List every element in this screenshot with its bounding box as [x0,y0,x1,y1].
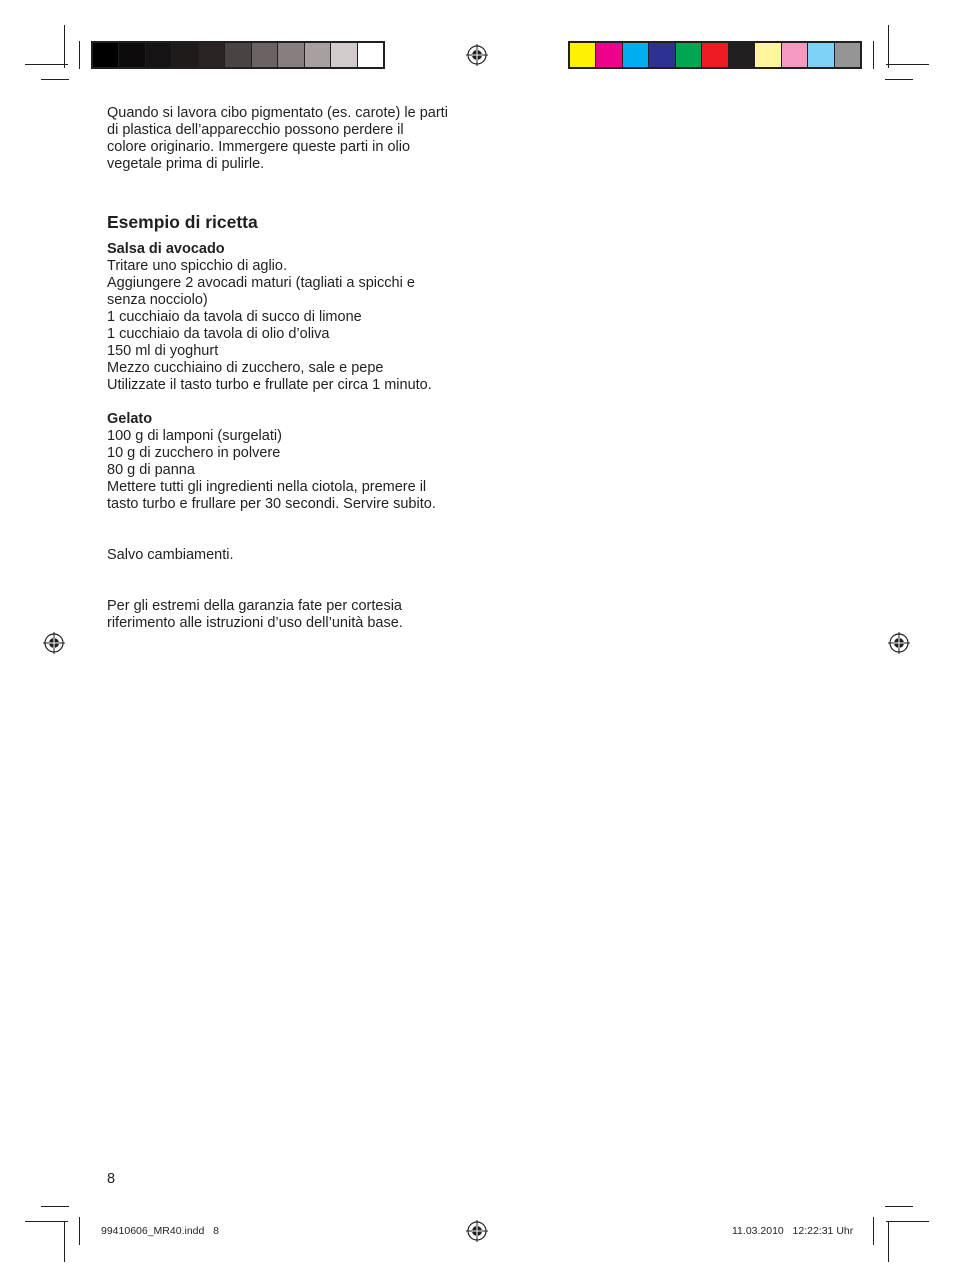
salsa-title: Salsa di avocado [107,241,225,257]
gelato-line: Mettere tutti gli ingredienti nella ciotola, premere il [107,479,427,495]
crop-mark-tr-v2 [873,41,874,69]
salsa-line: Mezzo cucchiaino di zucchero, sale e pepe [107,360,384,376]
color-swatch [835,43,860,67]
intro-line: vegetale prima di pulirle. [107,156,265,172]
recipe-heading: Esempio di ricetta [107,212,258,232]
gelato-line: 80 g di panna [107,462,195,478]
color-swatch [305,43,331,67]
crop-mark-tr-h2 [885,79,913,80]
color-swatch [782,43,808,67]
crop-mark-tl-h2 [41,79,69,80]
color-swatch [649,43,675,67]
color-swatch [172,43,198,67]
color-swatch [570,43,596,67]
grey-color-bar [91,41,385,69]
color-swatch [278,43,304,67]
color-swatch [808,43,834,67]
process-color-bar [568,41,862,69]
color-swatch [93,43,119,67]
color-swatch [199,43,225,67]
footer-filename: 99410606_MR40.indd 8 [101,1225,219,1237]
salsa-line: 150 ml di yoghurt [107,343,219,359]
warranty-note [107,598,403,632]
salsa-line: senza nocciolo) [107,292,208,308]
intro-line: colore originario. Immergere queste parti in olio [107,139,411,155]
salsa-line: Utilizzate il tasto turbo e frullate per circa 1 minuto. [107,377,432,393]
registration-mark-icon [43,632,65,654]
color-swatch [331,43,357,67]
salsa-line: 1 cucchiaio da tavola di succo di limone [107,309,362,325]
crop-mark-tr-h [886,64,929,65]
warranty-line: Per gli estremi della garanzia fate per cortesia [107,598,402,614]
salsa-line: Tritare uno spicchio di aglio. [107,258,287,274]
crop-mark-br-v2 [873,1217,874,1245]
crop-mark-tr-v [888,25,889,68]
color-swatch [146,43,172,67]
crop-mark-tl-v2 [79,41,80,69]
footer-timestamp: 11.03.2010 12:22:31 Uhr [732,1225,854,1237]
color-swatch [225,43,251,67]
registration-mark-icon [466,1220,488,1242]
crop-mark-br-h [886,1221,929,1222]
page-number: 8 [107,1171,116,1187]
crop-mark-bl-h [25,1221,68,1222]
registration-mark-icon [466,44,488,66]
salsa-recipe [107,241,432,394]
salsa-line: 1 cucchiaio da tavola di olio d’oliva [107,326,330,342]
gelato-recipe [107,411,436,513]
color-swatch [729,43,755,67]
crop-mark-bl-h2 [41,1206,69,1207]
color-swatch [596,43,622,67]
crop-mark-tl-h [25,64,68,65]
gelato-title: Gelato [107,411,153,427]
intro-line: di plastica dell’apparecchio possono perdere il [107,122,404,138]
color-swatch [676,43,702,67]
color-swatch [358,43,383,67]
color-swatch [623,43,649,67]
crop-mark-bl-v [64,1221,65,1262]
gelato-line: 100 g di lamponi (surgelati) [107,428,282,444]
gelato-line: 10 g di zucchero in polvere [107,445,281,461]
crop-mark-tl-v [64,25,65,68]
warranty-line: riferimento alle istruzioni d’uso dell’unità base. [107,615,403,631]
crop-mark-br-v [888,1221,889,1262]
color-swatch [252,43,278,67]
intro-line: Quando si lavora cibo pigmentato (es. carote) le parti [107,105,448,121]
color-swatch [119,43,145,67]
crop-mark-bl-v2 [79,1217,80,1245]
registration-mark-icon [888,632,910,654]
crop-mark-br-h2 [885,1206,913,1207]
color-swatch [702,43,728,67]
disclaimer: Salvo cambiamenti. [107,547,234,563]
color-swatch [755,43,781,67]
intro-paragraph [107,105,448,173]
salsa-line: Aggiungere 2 avocadi maturi (tagliati a spicchi e [107,275,415,291]
gelato-line: tasto turbo e frullare per 30 secondi. Servire subito. [107,496,436,512]
